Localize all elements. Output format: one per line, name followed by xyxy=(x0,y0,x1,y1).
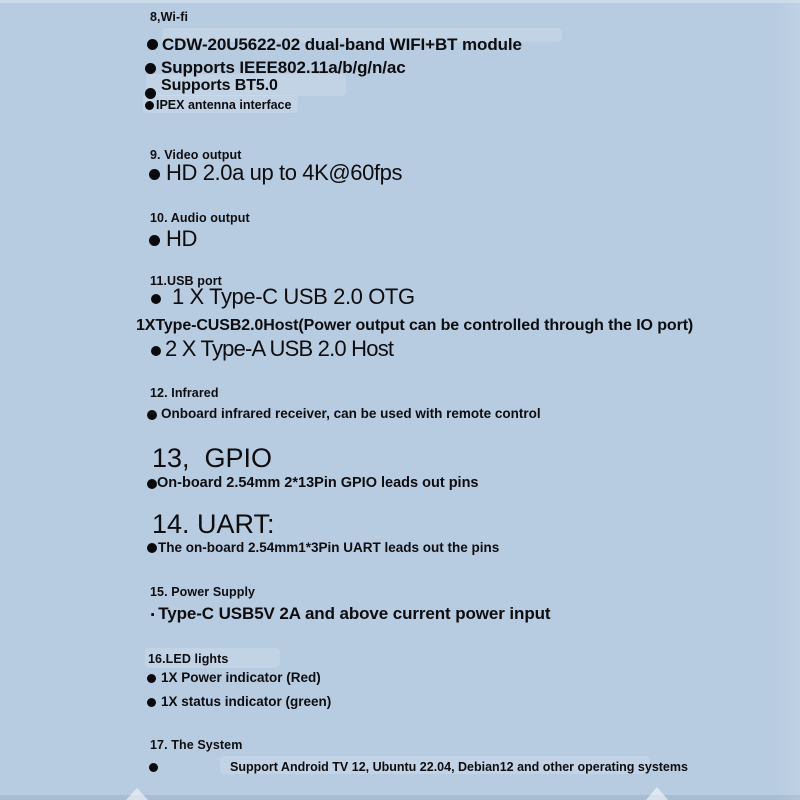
section-heading-uart xyxy=(152,509,275,540)
spec-line-usb-typea-host xyxy=(151,336,393,362)
spec-line-usb-typec-otg xyxy=(151,284,415,310)
bullet-icon xyxy=(147,698,156,707)
spec-line-system-os xyxy=(149,760,688,774)
bullet-icon xyxy=(145,101,154,110)
section-heading-label: 10. Audio output xyxy=(150,211,250,225)
bullet-icon xyxy=(151,346,161,356)
spec-text: 1X Power indicator (Red) xyxy=(161,670,321,685)
section-heading-label: 16.LED lights xyxy=(148,652,229,666)
spec-line-wifi-ipex xyxy=(145,98,291,112)
spec-line-power-input xyxy=(150,604,550,624)
bullet-icon xyxy=(147,410,157,420)
middot-bullet-icon: · xyxy=(150,605,157,626)
bullet-icon xyxy=(147,479,157,489)
spec-text: 1X status indicator (green) xyxy=(161,694,332,709)
spec-line-audio-hd xyxy=(149,226,197,252)
section-heading-system xyxy=(150,738,242,752)
white-peak-decoration-left xyxy=(126,788,148,800)
section-heading-label: 8,Wi-fi xyxy=(150,10,189,24)
section-heading-gpio xyxy=(152,443,272,474)
spec-text: IPEX antenna interface xyxy=(156,98,292,112)
bullet-icon xyxy=(149,763,158,772)
spec-line-infrared-receiver xyxy=(147,406,541,421)
bottom-edge-band xyxy=(0,795,800,800)
spec-text: 2 X Type-A USB 2.0 Host xyxy=(165,336,394,361)
white-peak-decoration-right xyxy=(646,787,668,800)
spec-line-wifi-module xyxy=(147,35,522,55)
spec-line-led-status xyxy=(147,694,331,709)
spec-line-gpio-pins xyxy=(147,475,479,491)
spec-text: Onboard infrared receiver, can be used with remote control xyxy=(161,406,541,421)
spec-line-wifi-bt xyxy=(145,77,278,95)
bullet-icon xyxy=(147,39,158,50)
bullet-icon xyxy=(147,674,156,683)
section-heading-infrared xyxy=(150,386,219,400)
section-heading-label: 14. UART: xyxy=(152,509,275,539)
spec-line-uart-pins xyxy=(147,540,499,555)
bullet-icon xyxy=(149,169,160,180)
spec-text: Supports IEEE802.11a/b/g/n/ac xyxy=(161,58,406,77)
bullet-icon xyxy=(147,543,157,553)
section-heading-audio-output xyxy=(150,211,250,225)
spec-line-usb-typec-host xyxy=(136,317,693,335)
spec-text: On-board 2.54mm 2*13Pin GPIO leads out pins xyxy=(157,475,479,491)
spec-text: 1XType-CUSB2.0Host(Power output can be controlled through the IO port) xyxy=(136,317,694,334)
spec-text: Support Android TV 12, Ubuntu 22.04, Debian12 and other operating systems xyxy=(230,760,688,774)
section-heading-label: 9. Video output xyxy=(150,148,242,162)
section-heading-label: 17. The System xyxy=(150,738,243,752)
bullet-icon xyxy=(151,294,161,304)
bullet-icon xyxy=(145,63,156,74)
section-heading-label: 13, GPIO xyxy=(152,443,273,473)
spec-line-led-power xyxy=(147,670,321,685)
bullet-icon xyxy=(149,235,160,246)
spec-text: HD xyxy=(166,226,197,251)
section-heading-label: 15. Power Supply xyxy=(150,585,256,599)
section-heading-power-supply xyxy=(150,585,255,599)
section-heading-wifi xyxy=(150,10,188,24)
spec-text: Type-C USB5V 2A and above current power input xyxy=(158,604,551,623)
spec-text: 1 X Type-C USB 2.0 OTG xyxy=(172,284,415,309)
spec-text: CDW-20U5622-02 dual-band WIFI+BT module xyxy=(162,35,522,54)
section-heading-led-lights xyxy=(148,652,228,666)
spec-text: Supports BT5.0 xyxy=(161,77,278,94)
spec-text: HD 2.0a up to 4K@60fps xyxy=(166,160,403,185)
section-heading-label: 12. Infrared xyxy=(150,386,219,400)
section-heading-label: 11.USB port xyxy=(150,274,222,288)
spec-line-wifi-ieee xyxy=(145,58,406,78)
spec-line-video-hd xyxy=(149,160,402,186)
spec-text: The on-board 2.54mm1*3Pin UART leads out the pins xyxy=(158,540,500,555)
